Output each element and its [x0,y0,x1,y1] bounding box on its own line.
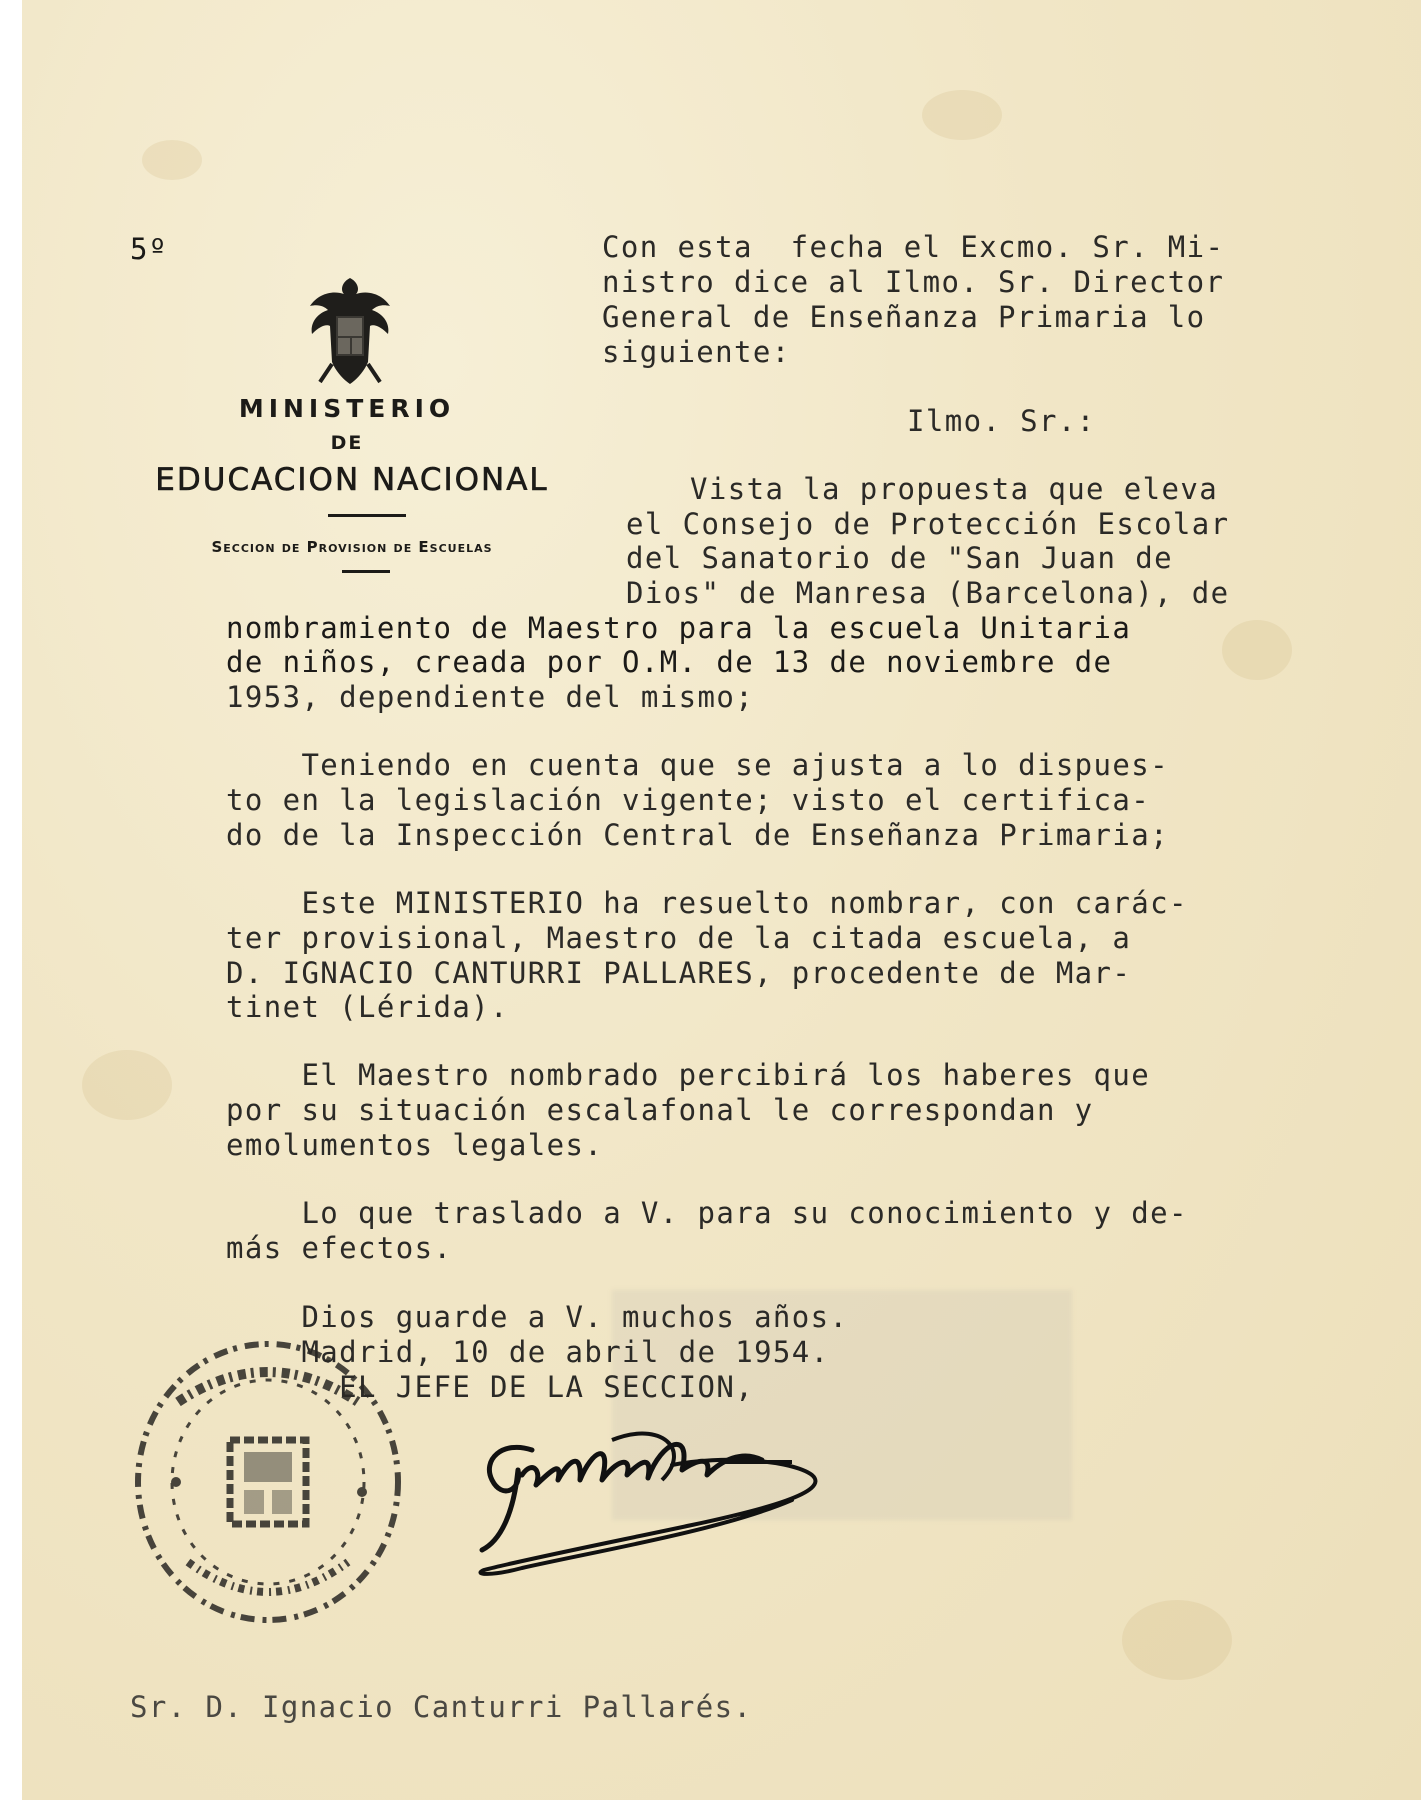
closing-greeting: Dios guarde a V. muchos años. [226,1300,849,1334]
text-line: Con esta fecha el Excmo. Sr. Mi- [602,230,1225,264]
text-line: nistro dice al Ilmo. Sr. Director [602,265,1225,299]
text-line: por su situación escalafonal le correspondan y [226,1093,1094,1127]
text-line: más efectos. [226,1231,453,1265]
text-line: Lo que traslado a V. para su conocimiento y de- [226,1196,1188,1230]
text-line: 1953, dependiente del mismo; [226,680,755,714]
text-line: emolumentos legales. [226,1128,604,1162]
text-line: siguiente: [602,335,791,369]
coat-of-arms-icon [302,272,398,390]
official-stamp [118,1332,408,1642]
text-line: Vista la propuesta que eleva [690,472,1219,506]
recipient-line: Sr. D. Ignacio Canturri Pallarés. [130,1690,753,1724]
closing-signer-title: EL JEFE DE LA SECCION, [226,1370,755,1404]
paper-stain [1122,1600,1232,1680]
closing-date: Madrid, 10 de abril de 1954. [226,1335,830,1369]
page-number: 5º [130,232,168,266]
text-line: Teniendo en cuenta que se ajusta a lo dispues- [226,748,1169,782]
signature [462,1400,882,1590]
text-line: tinet (Lérida). [226,990,509,1024]
text-line: nombramiento de Maestro para la escuela Unitaria [226,611,1132,645]
text-line: to en la legislación vigente; visto el certifica- [226,783,1151,817]
salutation: Ilmo. Sr.: [907,404,1096,438]
paper-stain [82,1050,172,1120]
text-line: del Sanatorio de "San Juan de [626,541,1173,575]
text-line: Dios" de Manresa (Barcelona), de [626,576,1230,610]
text-line: El Maestro nombrado percibirá los haberes que [226,1058,1151,1092]
letterhead-line3: EDUCACION NACIONAL [155,462,549,498]
text-line: el Consejo de Protección Escolar [626,507,1230,541]
text-line: D. IGNACIO CANTURRI PALLARES, procedente de Mar- [226,956,1132,990]
document-page [22,0,1421,1800]
paper-stain [922,90,1002,140]
paper-stain [142,140,202,180]
letterhead-rule-top [328,514,406,517]
text-line: General de Enseñanza Primaria lo [602,300,1206,334]
letterhead-rule-bottom [342,570,390,573]
text-line: ter provisional, Maestro de la citada escuela, a [226,921,1132,955]
paper-stain [1222,620,1292,680]
text-line: do de la Inspección Central de Enseñanza Primaria; [226,818,1169,852]
text-line: Este MINISTERIO ha resuelto nombrar, con carác- [226,886,1188,920]
text-line: de niños, creada por O.M. de 13 de noviembre de [226,645,1113,679]
letterhead-line2: DE [330,432,364,454]
letterhead-line1: MINISTERIO [238,394,456,423]
letterhead-section: Seccion de Provision de Escuelas [211,538,493,556]
